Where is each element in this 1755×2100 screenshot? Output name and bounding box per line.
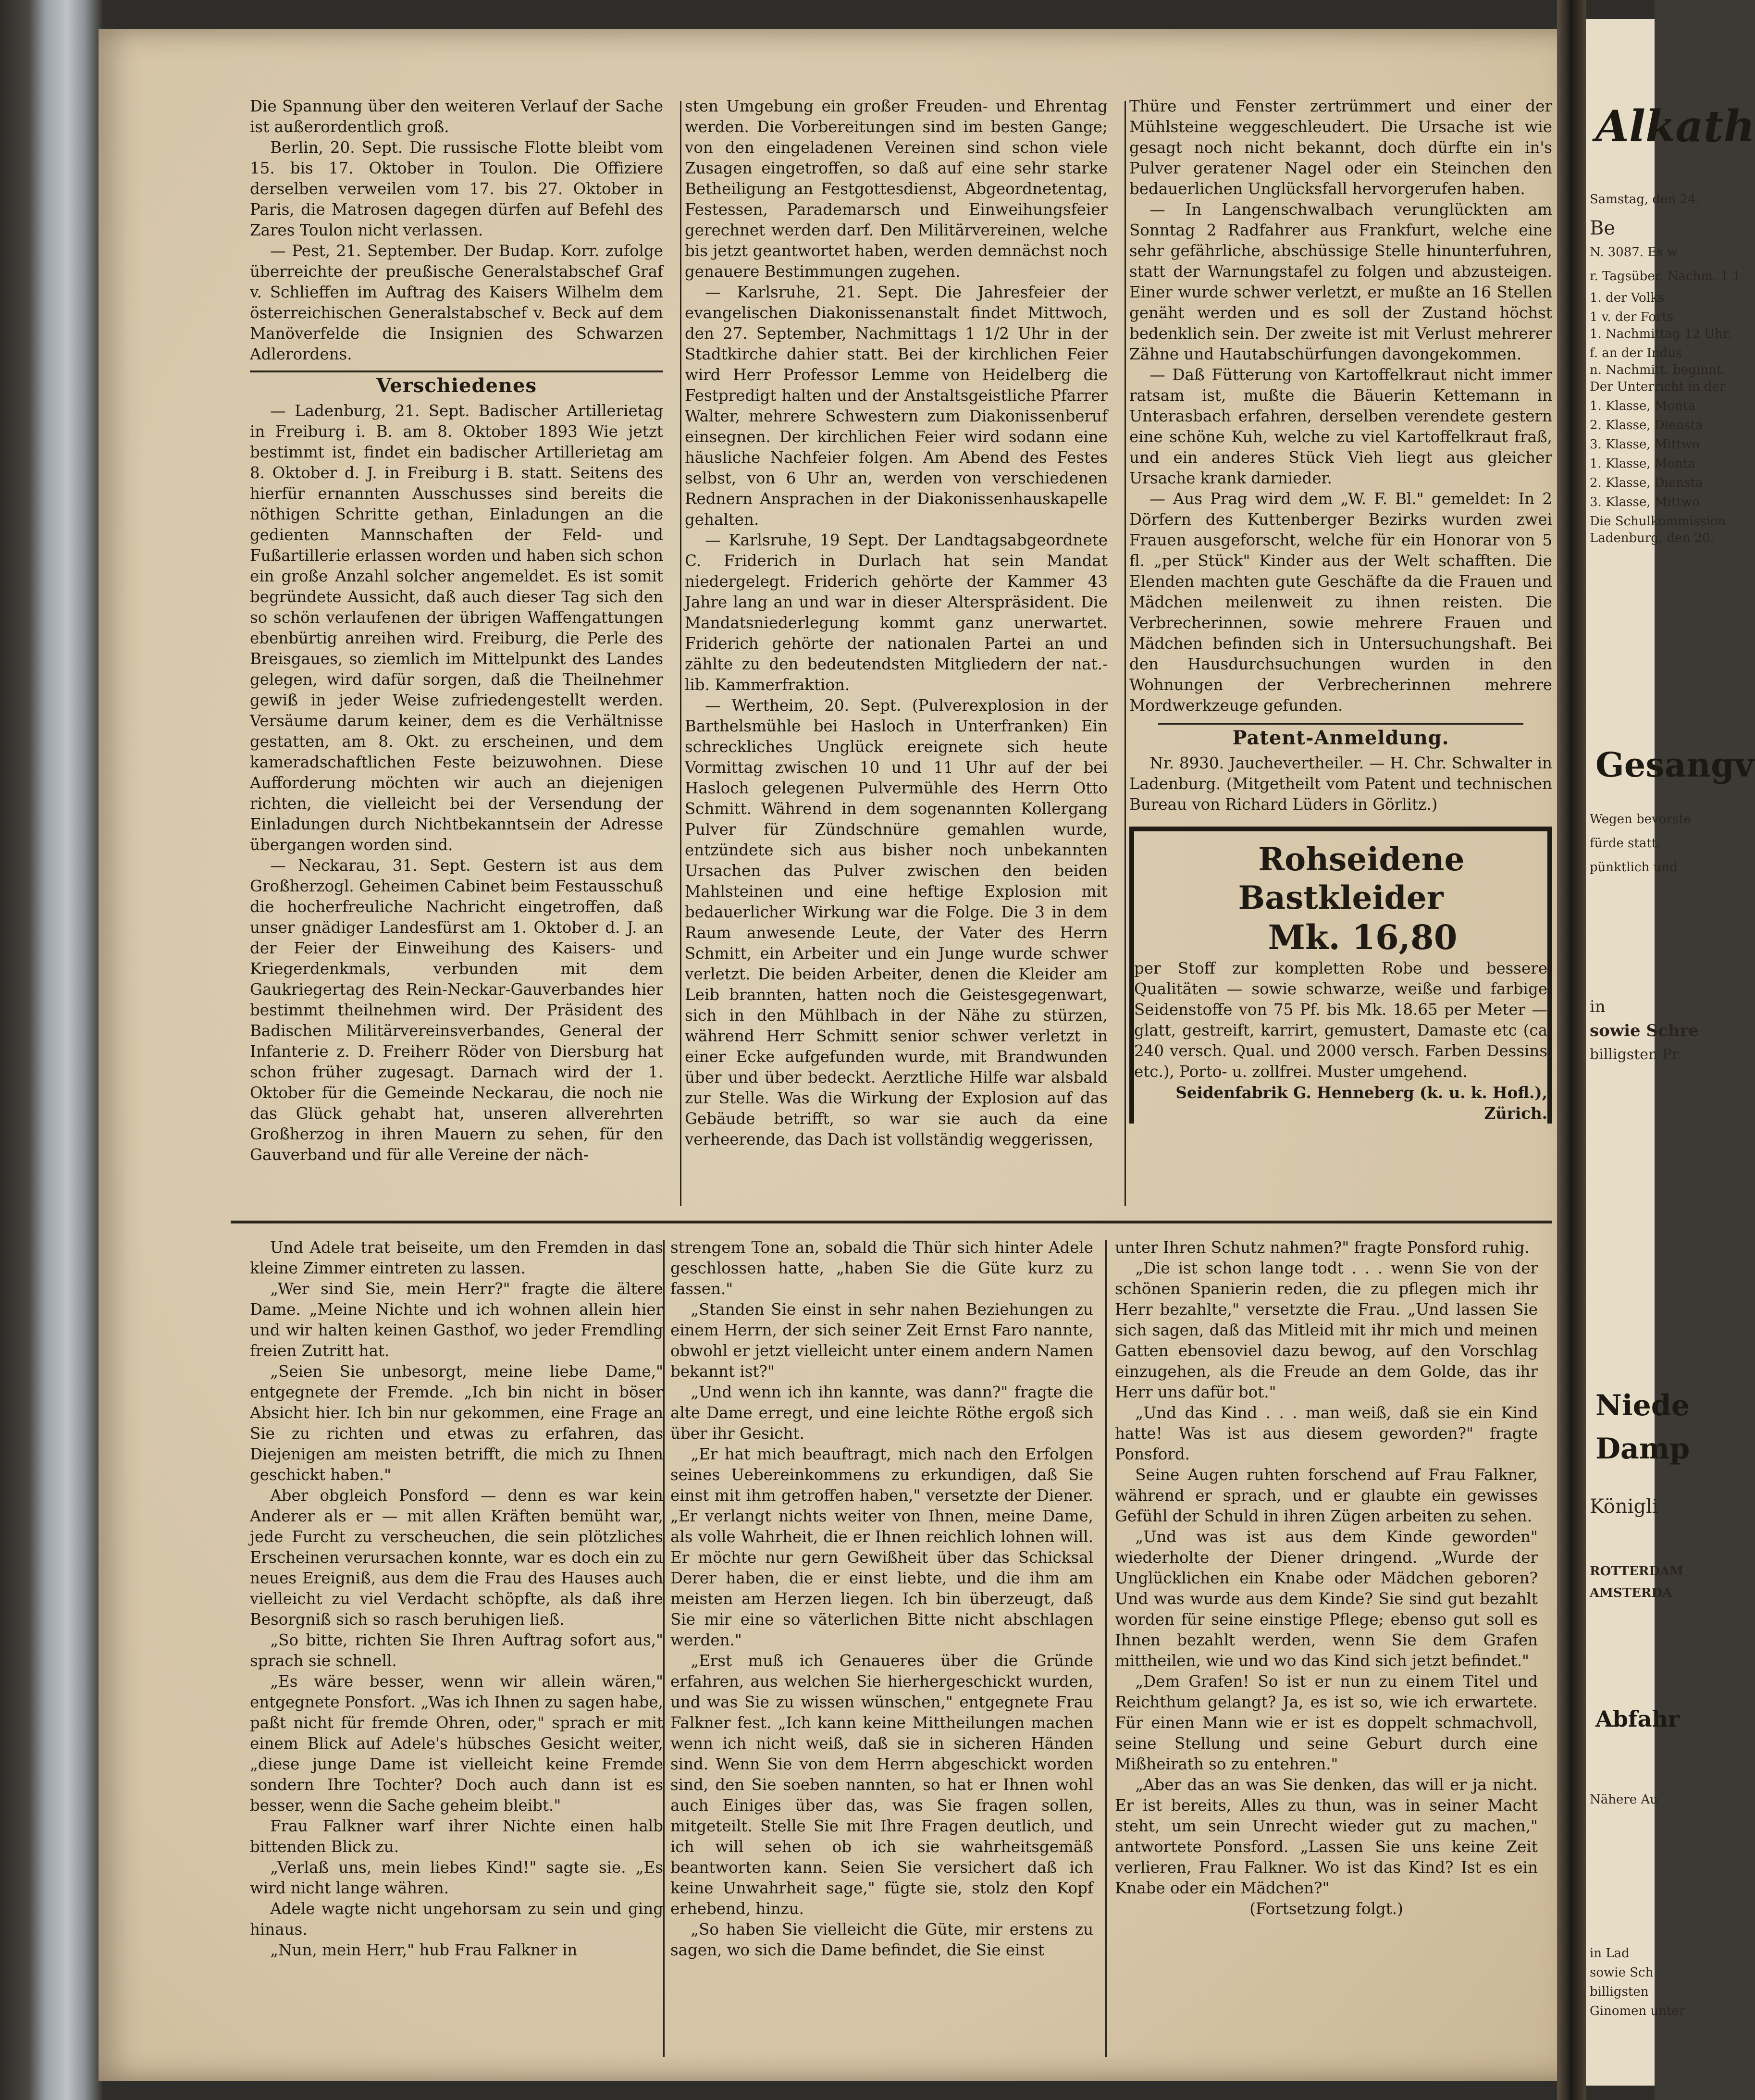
next-page-line: ROTTERDAM bbox=[1590, 1564, 1683, 1579]
article-wertheim: — Wertheim, 20. Sept. (Pulverexplosion in der Barthelsmühle bei Hasloch in Unterfranken) Ein schreckliches Unglück ereignete sich heute Vormittag zwischen 10 und 11 Uhr auf der bei Hasloch gelegenen Pulvermühle des Herrn Otto Schmitt. Während in dem sogenannten Kollergang Pulver für Zündschnüre gemahlen wurde, entzündete sich aus bisher noch unbekannten Ursachen das Pulver zwischen den beiden Mahlsteinen und eine heftige Explosion mit bedauerlicher Wirkung war die Folge. Die 3 in dem Raum anwesende Leute, der Vater des Herrn Schmitt, ein Arbeiter und ein Junge wurde schwer verletzt. Die beiden Arbeiter, denen die Kleider am Leib brannten, hatten noch die Geistesgegenwart, sich in den Mühlbach in der Nähe zu stürzen, während Herr Schmitt senior schwer verletzt in einer Ecke aufgefunden wurde, mit Brandwunden über und über bedeckt. Aerztliche Hilfe war alsbald zur Stelle. Was die Wirkung der Explosion auf das Gebäude betrifft, so war sie auch da eine verheerende, das Dach ist vollständig weggerissen, bbox=[685, 696, 1108, 1149]
article-fuetterung: — Daß Fütterung von Kartoffelkraut nicht immer ratsam ist, mußte die Bäuerin Kettemann in Unterasbach erfahren, derselben verendete gestern eine schöne Kuh, welche zu viel Kartoffelkraut fraß, und ein anderes Stück Vieh liegt aus gleicher Ursache krank darnieder. bbox=[1129, 366, 1552, 487]
next-page-line: f. an der Indus bbox=[1590, 346, 1682, 360]
next-page-line: Ladenburg, den 20. bbox=[1590, 531, 1714, 545]
story-text: Frau Falkner warf ihrer Nichte einen halb bittenden Blick zu. bbox=[250, 1817, 663, 1856]
next-page-line: sowie Schre bbox=[1590, 1021, 1699, 1040]
next-page-line: 1. Klasse, Monta bbox=[1590, 399, 1695, 413]
next-page-line: Königli bbox=[1590, 1495, 1658, 1518]
book-gutter bbox=[1557, 0, 1586, 2100]
next-page-line: n. Nachmitt. beginnt. bbox=[1590, 363, 1726, 377]
article-pest: — Pest, 21. September. Der Budap. Korr. zufolge überreichte der preußische Generalstabschef Graf v. Schlieffen im Auftrag des Kaisers Wilhelm dem österreichischen Generalstabschef v. Beck auf dem Manöverfelde die Insignien des Schwarzen Adlerordens. bbox=[250, 242, 663, 363]
next-page-heading: Abfahr bbox=[1595, 1706, 1680, 1732]
next-page-masthead: Alkath bbox=[1595, 101, 1755, 152]
next-page-line: Ginomen unter bbox=[1590, 2004, 1685, 2018]
next-page-line: in bbox=[1590, 997, 1606, 1016]
story-text: „Und wenn ich ihn kannte, was dann?" fragte die alte Dame erregt, und eine leichte Röthe ergoß sich über ihr Gesicht. bbox=[670, 1383, 1093, 1443]
feuilleton-divider bbox=[231, 1221, 1552, 1223]
bottom-column-3 bbox=[1115, 1237, 1538, 2064]
next-page-line: Be bbox=[1590, 217, 1616, 239]
next-page-line: 1. der Volks bbox=[1590, 291, 1665, 305]
next-page-line: in Lad bbox=[1590, 1946, 1630, 1961]
next-page-line: sowie Sch bbox=[1590, 1965, 1654, 1980]
ad-title: Rohseidene Bastkleider bbox=[1238, 840, 1465, 916]
article-text: Die Spannung über den weiteren Verlauf der Sache ist außerordentlich groß. bbox=[250, 97, 663, 136]
ad-text: per Stoff zur kompletten Robe und bessere Qualitäten — sowie schwarze, weiße und farbige Seidenstoffe von 75 Pf. bis Mk. 18.65 per Meter — glatt, gestreift, karrirt, gemustert, Damaste etc (ca 240 versch. Qual. und 2000 versch. Farben Dessins etc.), Porto- u. zollfrei. Muster umgehend. bbox=[1134, 959, 1547, 1081]
next-page-date: Samstag, den 24. bbox=[1590, 192, 1700, 207]
column-rule bbox=[1105, 1240, 1107, 2057]
story-text: strengem Tone an, sobald die Thür sich hinter Adele geschlossen hatte, „haben Sie die Güte kurz zu fassen." bbox=[670, 1238, 1093, 1298]
next-page-line: Wegen bevorste bbox=[1590, 812, 1692, 827]
section-divider bbox=[250, 371, 663, 372]
top-column-1 bbox=[250, 96, 663, 1211]
next-page-edge bbox=[1586, 19, 1755, 2086]
story-text: „Seien Sie unbesorgt, meine liebe Dame," entgegnete der Fremde. „Ich bin nicht in böser Absicht hier. Ich bin nur gekommen, eine Frage an Sie zu richten und etwas zu erfahren, das Diejenigen am meisten betrifft, die mich zu Ihnen geschickt haben." bbox=[250, 1362, 663, 1484]
next-page-line: AMSTERDA bbox=[1590, 1586, 1672, 1600]
story-text: „Nun, mein Herr," hub Frau Falkner in bbox=[270, 1941, 578, 1959]
next-page-line: pünktlich und bbox=[1590, 860, 1678, 875]
article-berlin: Berlin, 20. Sept. Die russische Flotte bleibt vom 15. bis 17. Oktober in Toulon. Die Offiziere derselben verweilen vom 17. bis 27. Oktober in Paris, die Matrosen dagegen dürfen auf Befehl des Zares Toulon nicht verlassen. bbox=[250, 138, 663, 239]
bottom-column-2 bbox=[670, 1237, 1093, 2064]
story-text: unter Ihren Schutz nahmen?" fragte Ponsford ruhig. bbox=[1115, 1238, 1530, 1257]
story-text: „Dem Grafen! So ist er nun zu einem Titel und Reichthum gelangt? Ja, es ist so, wie ich erwartete. Für einen Mann wie er ist es doppelt schmachvoll, seine Stellung und seine Geburt durch eine Mißheirath so zu entehren." bbox=[1115, 1672, 1538, 1773]
story-text: Adele wagte nicht ungehorsam zu sein und ging hinaus. bbox=[250, 1900, 663, 1939]
story-text: „Erst muß ich Genaueres über die Gründe erfahren, aus welchen Sie hierhergeschickt wurden, und was Sie zu wissen wünschen," entgegnete Frau Falkner fest. „Ich kann keine Mittheilungen machen wenn ich nicht weiß, daß sie in sicheren Händen sind. Wenn Sie von dem Herrn abgeschickt worden sind, den Sie soeben nannten, so hat er Ihnen wohl auch Einiges über das, was Sie fragen sollen, mitgeteilt. Stelle Sie mit Ihre Fragen deutlich, und ich will sehen ob ich sie wahrheitsgemäß beantworten kann. Seien Sie versichert daß ich keine Unwahrheit sage," fügte sie, stolz den Kopf erhebend, hinzu. bbox=[670, 1652, 1093, 1918]
column-rule bbox=[663, 1240, 665, 2057]
bottom-column-1 bbox=[250, 1237, 663, 2064]
next-page-line: billigsten Pr bbox=[1590, 1046, 1679, 1063]
article-text: sten Umgebung ein großer Freuden- und Ehrentag werden. Die Vorbereitungen sind im besten Gange; von den eingeladenen Vereinen sind schon viele Zusagen eingetroffen, so daß auf eine sehr starke Betheiligung an Festgottesdienst, Abgeordnetentag, Festessen, Parademarsch und Einweihungsfeier gerechnet werden darf. Den Militärvereinen, welche bis jetzt geantwortet haben, werden demnächst noch genauere Bestimmungen zugehen. bbox=[685, 97, 1108, 281]
section-heading-verschiedenes: Verschiedenes bbox=[376, 374, 537, 397]
next-page-line: r. Tagsüber. Nachm. 1 1 bbox=[1590, 269, 1741, 284]
column-rule bbox=[680, 101, 681, 1206]
next-page-line: 1 v. der Forts bbox=[1590, 310, 1674, 324]
next-page-line: 2. Klasse, Diensta bbox=[1590, 418, 1703, 432]
article-prag: — Aus Prag wird dem „W. F. Bl." gemeldet: In 2 Dörfern des Kuttenberger Bezirks wurden zwei Frauen ausgeforscht, welche für ein Honorar von 5 fl. „per Stück" Kinder aus der Welt schafften. Die Elenden machten gute Geschäfte da die Frauen und Mädchen meilenweit zu ihnen reisten. Die Verbrecherinnen, sowie mehrere Frauen und Mädchen befinden sich in Untersuchungshaft. Bei den Hausdurchsuchungen wurden in den Wohnungen der Verbrecherinnen mehrere Mordwerkzeuge gefunden. bbox=[1129, 490, 1552, 715]
story-text: „Er hat mich beauftragt, mich nach den Erfolgen seines Uebereinkommens zu erkundigen, daß Sie einst mit ihm getroffen haben," versetzte der Diener. „Er verlangt nichts weiter von Ihnen, meine Dame, als volle Wahrheit, die er Ihnen reichlich lohnen will. Er möchte nur gern Gewißheit über das Schicksal Derer haben, die er einst liebte, und die ihm am meisten am Herzen liegen. Ich bin überzeugt, daß Sie mir eine so väterlichen Bitte nicht abschlagen werden." bbox=[670, 1445, 1093, 1649]
story-text: „So haben Sie vielleicht die Güte, mir erstens zu sagen, wo sich die Dame befindet, die Sie einst bbox=[670, 1920, 1093, 1959]
story-text: Seine Augen ruhten forschend auf Frau Falkner, während er sprach, und er glaubte ein gewisses Gefühl der Schuld in ihren Zügen arbeiten zu sehen. bbox=[1115, 1466, 1538, 1525]
article-text: Thüre und Fenster zertrümmert und einer der Mühlsteine weggeschleudert. Die Ursache ist wie gesagt noch nicht bekannt, doch dürfte ein in's Pulver geratener Nagel oder ein Steinchen den bedauerlichen Unglücksfall hervorgerufen haben. bbox=[1129, 97, 1552, 198]
patent-heading: Patent-Anmeldung. bbox=[1232, 727, 1449, 749]
story-text: Und Adele trat beiseite, um den Fremden in das kleine Zimmer eintreten zu lassen. bbox=[250, 1238, 663, 1277]
story-text: „So bitte, richten Sie Ihren Auftrag sofort aus," sprach sie schnell. bbox=[250, 1631, 663, 1670]
section-divider bbox=[1158, 723, 1523, 725]
story-text: „Aber das an was Sie denken, das will er ja nicht. Er ist bereits, Alles zu thun, was in seiner Macht steht, um sein Unrecht wieder gut zu machen," antwortete Ponsford. „Lassen Sie uns keine Zeit verlieren, Frau Falkner. Wo ist das Kind? Ist es ein Knabe oder ein Mädchen?" bbox=[1115, 1776, 1538, 1897]
story-text: „Die ist schon lange todt . . . wenn Sie von der schönen Spanierin reden, die zu pflegen mich ihr Herr bezahlte," versetzte die Frau. „Und lassen Sie sich sagen, daß das Mitleid mit ihr mich und meinen Gatten ebensoviel dazu bewog, auf den Vorschlag einzugehen, als die Freude an dem Golde, das ihr Herr uns dafür bot." bbox=[1115, 1259, 1538, 1401]
story-text: Aber obgleich Ponsford — denn es war kein Anderer als er — mit allen Kräften bemüht war, jede Furcht zu verscheuchen, die sein plötzliches Erscheinen verursachen konnte, war es doch ein zu neues Ereigniß, aus dem die Frau des Hauses auch vielleicht zu viel Verdacht schöpfte, als daß ihre Besorgniß sich so rasch beruhigen ließ. bbox=[250, 1486, 663, 1629]
continuation-note: (Fortsetzung folgt.) bbox=[1249, 1900, 1403, 1918]
next-page-line: N. 3087. Es w bbox=[1590, 245, 1678, 259]
story-text: „Es wäre besser, wenn wir allein wären," entgegnete Ponsfort. „Was ich Ihnen zu sagen habe, paßt nicht für fremde Ohren, oder," sprach er mit einem Blick auf Adele's hübsches Gesicht weiter, „diese junge Dame ist vielleicht keine Fremde sondern Ihre Tochter? Doch auch dann ist es besser, wenn die Sache geheim bleibt." bbox=[250, 1672, 663, 1815]
next-page-line: 3. Klasse, Mittwo bbox=[1590, 495, 1700, 509]
next-page-line: 2. Klasse, Diensta bbox=[1590, 476, 1703, 490]
column-rule bbox=[1125, 101, 1126, 1206]
next-page-heading: Damp bbox=[1595, 1432, 1690, 1466]
ad-price: Mk. 16,80 bbox=[1268, 917, 1458, 957]
article-langenschwalbach: — In Langenschwalbach verunglückten am Sonntag 2 Radfahrer aus Frankfurt, welche eine sehr gefährliche, abschüssige Stelle hinunterfuhren, statt der Warnungstafel zu folgen und abzusteigen. Einer wurde schwer verletzt, er mußte an 16 Stellen genäht werden und es soll der Zustand höchst bedenklich sein. Der zweite ist mit Verlust mehrerer Zähne und Hautabschürfungen davongekommen. bbox=[1129, 200, 1552, 363]
article-neckarau: — Neckarau, 31. Sept. Gestern ist aus dem Großherzogl. Geheimen Cabinet beim Festausschuß die hocherfreuliche Nachricht eingetroffen, daß unser gnädiger Landesfürst am 1. Oktober d. J. an der Feier der Einweihung des Kaisers- und Kriegerdenkmals, verbunden mit dem Gaukriegertag des Rein-Neckar-Gauverbandes hier bestimmt theilnehmen wird. Der Präsident des Badischen Militärvereinsverbandes, General der Infanterie z. D. Freiherr Röder von Diersburg hat schon früher zugesagt. Darnach wird der 1. Oktober für die Gemeinde Neckarau, die noch nie das Glück gehabt hat, unseren allverehrten Großherzog in ihren Mauern zu sehen, für den Gauverband und für alle Vereine der näch- bbox=[250, 856, 663, 1164]
next-page-line: billigsten bbox=[1590, 1985, 1649, 1999]
next-page-line: 1. Nachmittag 12 Uhr. bbox=[1590, 327, 1731, 341]
patent-text: Nr. 8930. Jauchevertheiler. — H. Chr. Schwalter in Ladenburg. (Mitgetheilt vom Patent und technischen Bureau von Richard Lüders in Görlitz.) bbox=[1129, 754, 1552, 814]
story-text: „Verlaß uns, mein liebes Kind!" sagte sie. „Es wird nicht lange währen. bbox=[250, 1858, 663, 1897]
next-page-gesang-heading: Gesangv bbox=[1595, 745, 1754, 785]
ad-firm: Seidenfabrik G. Henneberg (k. u. k. Hofl.), Zürich. bbox=[1175, 1083, 1547, 1123]
next-page-line: 1. Klasse, Monta bbox=[1590, 457, 1695, 471]
next-page-line: Nähere Au bbox=[1590, 1792, 1658, 1807]
article-karlsruhe-1: — Karlsruhe, 21. Sept. Die Jahresfeier der evangelischen Diakonissenanstalt findet Mittwoch, den 27. September, Nachmittags 1 1/2 Uhr in der Stadtkirche dahier statt. Bei der kirchlichen Feier wird Herr Professor Lemme von Heidelberg die Festpredigt halten und der Anstaltsgeistliche Pfarrer Walter, mehrere Schwestern zum Diakonissenberuf einsegnen. Der kirchlichen Feier wird sodann eine häusliche Nachfeier folgen. Am Abend des Festes selbst, von 6 Uhr an, werden von verschiedenen Rednern Ansprachen in der Diakonissenhauskapelle gehalten. bbox=[685, 283, 1108, 529]
story-text: „Standen Sie einst in sehr nahen Beziehungen zu einem Herrn, der sich seiner Zeit Ernst Faro nannte, obwohl er jetzt vielleicht unter einem andern Namen bekannt ist?" bbox=[670, 1300, 1093, 1381]
next-page-line: Der Unterricht in der bbox=[1590, 380, 1726, 394]
advertisement-silk bbox=[1129, 827, 1552, 1124]
story-text: „Wer sind Sie, mein Herr?" fragte die ältere Dame. „Meine Nichte und ich wohnen allein hier und wir halten keinen Gasthof, wo jeder Fremdling freien Zutritt hat. bbox=[250, 1280, 663, 1360]
next-page-line: Die Schulkommission bbox=[1590, 514, 1726, 529]
top-column-3 bbox=[1129, 96, 1552, 1211]
article-ladenburg: — Ladenburg, 21. Sept. Badischer Artillerietag in Freiburg i. B. am 8. Oktober 1893 Wie jetzt bestimmt ist, findet ein badischer Artillerietag am 8. Oktober d. J. in Freiburg i B. statt. Seitens des hierfür ernannten Ausschusses sind bereits die nöthigen Schritte gethan, Einladungen an die gedienten Mannschaften der Feld- und Fußartillerie erlassen worden und haben sich schon ein große Anzahl solcher angemeldet. Es ist somit begründete Aussicht, daß auch dieser Tag sich den so schön verlaufenen der übrigen Waffengattungen ebenbürtig anreihen wird. Freiburg, die Perle des Breisgaues, so ziemlich im Mittelpunkt des Landes gelegen, wird dafür sorgen, daß die Theilnehmer gewiß in jeder Weise zufriedengestellt werden. Versäume darum keiner, dem es die Verhältnisse gestatten, am 8. Okt. zu erscheinen, und dem kameradschaftlichen Feste beizuwohnen. Diese Aufforderung möchten wir auch an diejenigen richten, die vielleicht bei der Versendung der Einladungen durch Nichtbekanntsein der Adresse übergangen worden sind. bbox=[250, 402, 663, 854]
next-page-line: fürde statt. bbox=[1590, 836, 1661, 851]
story-text: „Und das Kind . . . man weiß, daß sie ein Kind hatte! Was ist aus diesem geworden?" fragte Ponsford. bbox=[1115, 1404, 1538, 1463]
next-page-line: 3. Klasse, Mittwo bbox=[1590, 437, 1700, 452]
next-page-heading: Niede bbox=[1595, 1389, 1690, 1422]
top-column-2 bbox=[685, 96, 1108, 1211]
story-text: „Und was ist aus dem Kinde geworden" wiederholte der Diener dringend. „Wurde der Unglücklichen ein Knabe oder Mädchen geboren? Und was wurde aus dem Kinde? Sie sind gut bezahlt worden für seine einstige Pflege; ebenso gut soll es Ihnen bezahlt werden, wenn Sie dem Grafen mittheilen, wie und wo das Kind sich jetzt befindet." bbox=[1115, 1528, 1538, 1670]
article-karlsruhe-2: — Karlsruhe, 19 Sept. Der Landtagsabgeordnete C. Friderich in Durlach hat sein Mandat niedergelegt. Friderich gehörte der Kammer 43 Jahre lang an und war in dieser Alterspräsident. Die Mandatsniederlegung kommt ganz unerwartet. Friderich gehörte der nationalen Partei an und zählte zu den bedeutendsten Mitgliedern der nat.-lib. Kammerfraktion. bbox=[685, 531, 1108, 694]
